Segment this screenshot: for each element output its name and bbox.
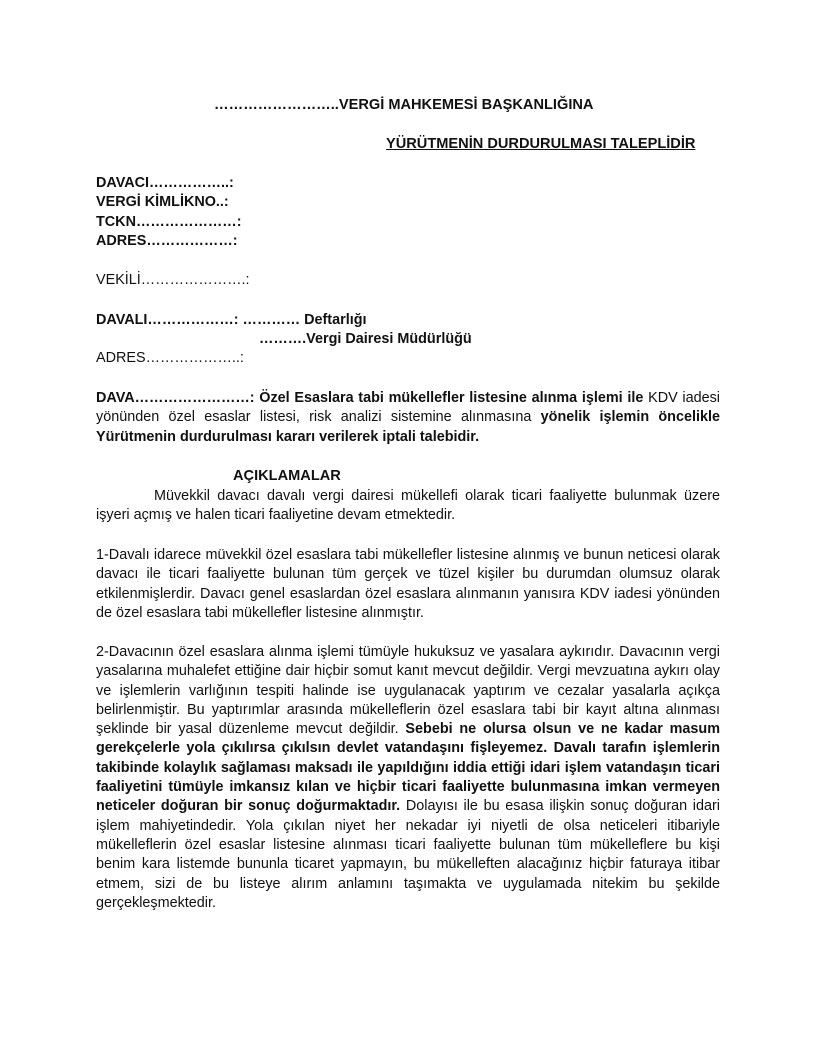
court-title: ……………………..VERGİ MAHKEMESİ BAŞKANLIĞINA [214,97,594,113]
case-subject-paragraph [96,389,720,447]
paragraph-2-bold: Sebebi ne olursa olsun ve ne kadar masum gerekçelerle yola çıkılırsa çıkılsın devlet vatandaşını fişleyemez. Davalı tarafın işlemlerin takibinde kolaylık sağlaması maksadı ile yapıldığını iddia ettiği idari işlem vatandaşın ticari faaliyetini tümüyle imkansız kılan ve hiçbir ticari faaliyette bulunmasına imkan vermeyen neticeler doğuran bir sonuç doğurmaktadır. [96,721,720,815]
case-bold-2: yönelik işlemin öncelikle Yürütmenin durdurulması kararı verilerek iptali talebidir. [96,409,720,445]
explanations-heading: AÇIKLAMALAR [233,468,341,484]
tax-id-label: VERGİ KİMLİKNO..: [96,194,229,210]
defendant-label: DAVALI………………: ………… Deftarlığı [96,312,367,328]
defendant-address-label: ADRES………………..: [96,350,244,366]
plaintiff-label: DAVACI……………..: [96,175,234,191]
tckn-label: TCKN…………………: [96,214,242,230]
explanation-paragraph-2 [96,643,720,913]
case-label: DAVA……………………: [96,390,255,406]
explanation-paragraph-1: 1-Davalı idarece müvekkil özel esaslara tabi mükellefler listesine alınmış ve bunun neticesi olarak davacı ile ticari faaliyette bulunan tüm gerçek ve tüzel kişiler bu durumdan olumsuz olarak etkilenmişlerdir. Davacı genel esaslardan özel esaslara alınmanın yanısıra KDV iadesi yönünden de özel esaslara tabi mükellefler listesine alınmıştır. [96,547,720,621]
attorney-label: VEKİLİ………………….: [96,272,250,288]
subject-line: YÜRÜTMENİN DURDURULMASI TALEPLİDİR [386,136,696,152]
tax-office-label: ……….Vergi Dairesi Müdürlüğü [259,331,472,347]
plaintiff-address-label: ADRES………………: [96,233,238,249]
paragraph-2-normal-2: Dolayısı ile bu esasa ilişkin sonuç doğuran idari işlem mahiyetindedir. Yola çıkılan niyet her nekadar iyi niyetli de olsa neticeleri itibariyle mükelleflerin özel esaslar listesine alınması ticari faaliyette bulunan tüm mükelleflere bu kişi benim kara listemde bununla ticaret yapmayın, bu mükelleften alacağınız hiçbir faturaya itibar etmem, sizi de bu listeye alırım anlamını taşımakta ve uygulamada nitekim bu şekilde gerçekleşmektedir. [96,798,720,911]
explanation-paragraph-intro: Müvekkil davacı davalı vergi dairesi mükellefi olarak ticari faaliyette bulunmak üzere işyeri açmış ve halen ticari faaliyetine devam etmektedir. [96,488,720,524]
paragraph-2-normal-1: 2-Davacının özel esaslara alınma işlemi tümüyle hukuksuz ve yasalara aykırıdır. Davacının vergi yasalarına muhalefet ettiğine dair hiçbir somut kanıt mevcut değildir. Vergi mevzuatına aykırı olay ve işlemlerin varlığının tespiti halinde ise uygulanacak yaptırım ve cezalar yasalarla açıkça belirlenmiştir. Bu yaptırımlar arasında mükelleflerin özel esaslara tabi bir kayıt altına alınması şeklinde bir yasal düzenleme mevcut değildir. [96,644,720,738]
case-bold-1: Özel Esaslara tabi mükellefler listesine alınma işlemi ile [254,390,644,406]
case-normal-1: KDV iadesi yönünden özel esaslar listesi, risk analizi sistemine alınmasına [96,390,720,426]
